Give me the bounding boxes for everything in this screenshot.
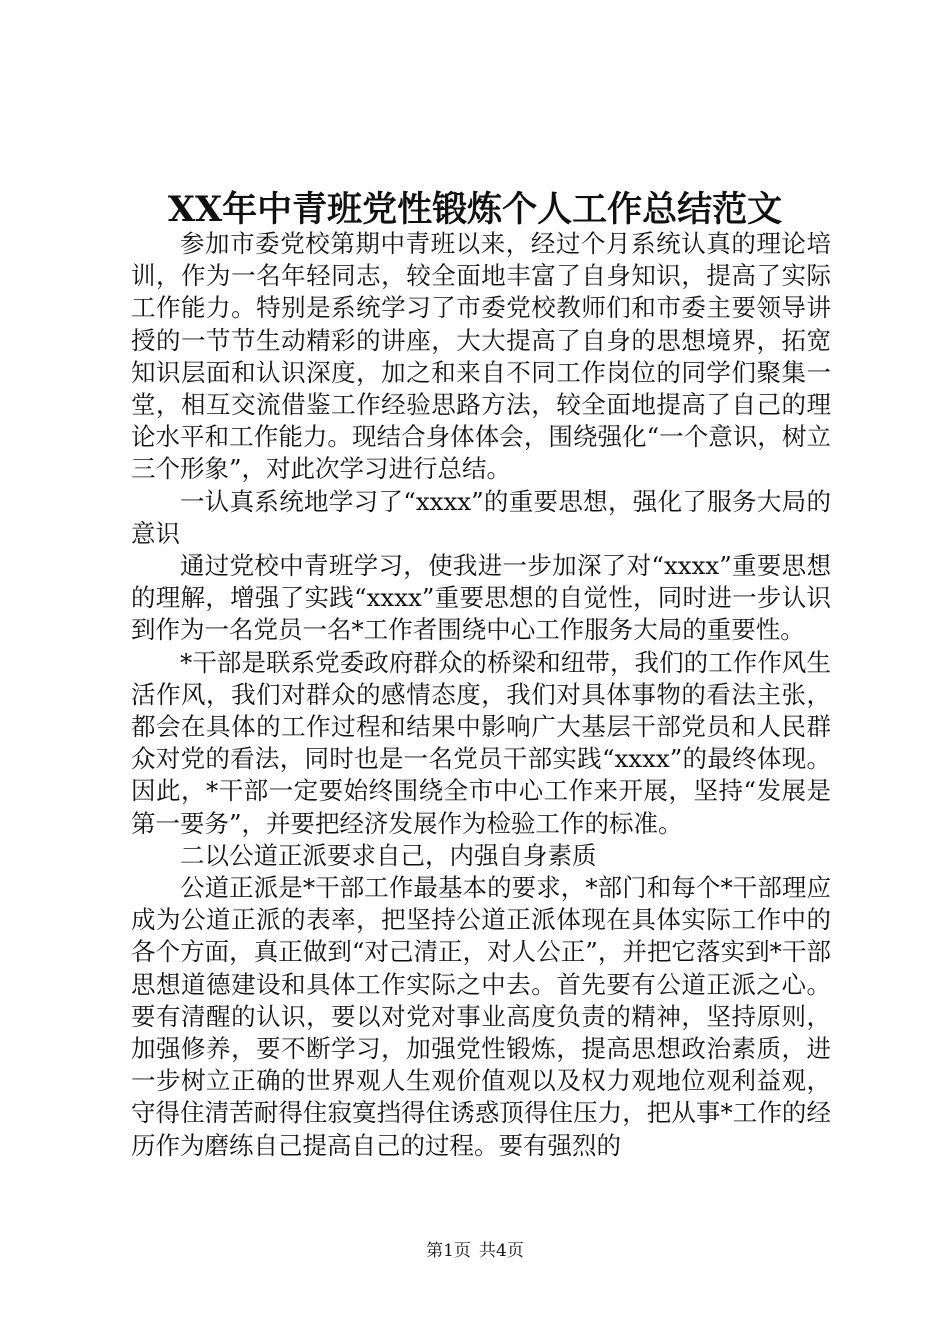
document-title: XX年中青班党性锻炼个人工作总结范文 bbox=[167, 189, 783, 230]
paragraph-section-1b: *干部是联系党委政府群众的桥梁和纽带，我们的工作作风生活作风，我们对群众的感情态度，我们对具体事物的看法主张，都会在具体的工作过程和结果中影响广大基层干部党员和人民群众对党的看法，同时也是一名党员干部实践“xxxx”的最终体现。因此，*干部一定要始终围绕全市中心工作来开展，坚持“发展是第一要务”，并要把经济发展作为检验工作的标准。 bbox=[131, 647, 831, 838]
paragraph-section-2a: 公道正派是*干部工作最基本的要求，*部门和每个*干部理应成为公道正派的表率，把坚持公道正派体现在具体实际工作中的各个方面，真正做到“对己清正，对人公正”，并把它落实到*干部思想道德建设和具体工作实际之中去。首先要有公道正派之心。要有清醒的认识，要以对党对事业高度负责的精神，坚持原则，加强修养，要不断学习，加强党性锻炼，提高思想政治素质，进一步树立正确的世界观人生观价值观以及权力观地位观利益观，守得住清苦耐得住寂寞挡得住诱惑顶得住压力，把从事*工作的经历作为磨练自己提高自己的过程。要有强烈的 bbox=[131, 873, 831, 1160]
paragraph-intro: 参加市委党校第期中青班以来，经过个月系统认真的理论培训，作为一名年轻同志，较全面地丰富了自身知识，提高了实际工作能力。特别是系统学习了市委党校教师们和市委主要领导讲授的一节节生动精彩的讲座，大大提高了自身的思想境界，拓宽知识层面和认识深度，加之和来自不同工作岗位的同学们聚集一堂，相互交流借鉴工作经验思路方法，较全面地提高了自己的理论水平和工作能力。现结合身体体会，围绕强化“一个意识，树立三个形象”，对此次学习进行总结。 bbox=[131, 229, 831, 484]
paragraph-section-1a: 通过党校中青班学习，使我进一步加深了对“xxxx”重要思想的理解，增强了实践“xxxx”重要思想的自觉性，同时进一步认识到作为一名党员一名*工作者围绕中心工作服务大局的重要性。 bbox=[131, 551, 831, 645]
page-number: 第1页 bbox=[426, 1241, 471, 1261]
page-total: 共4页 bbox=[479, 1241, 524, 1261]
section-heading-1: 一认真系统地学习了“xxxx”的重要思想，强化了服务大局的意识 bbox=[131, 486, 831, 548]
page-footer bbox=[0, 1239, 950, 1263]
section-heading-2: 二以公道正派要求自己，内强自身素质 bbox=[180, 840, 597, 870]
document-body bbox=[131, 228, 831, 1162]
